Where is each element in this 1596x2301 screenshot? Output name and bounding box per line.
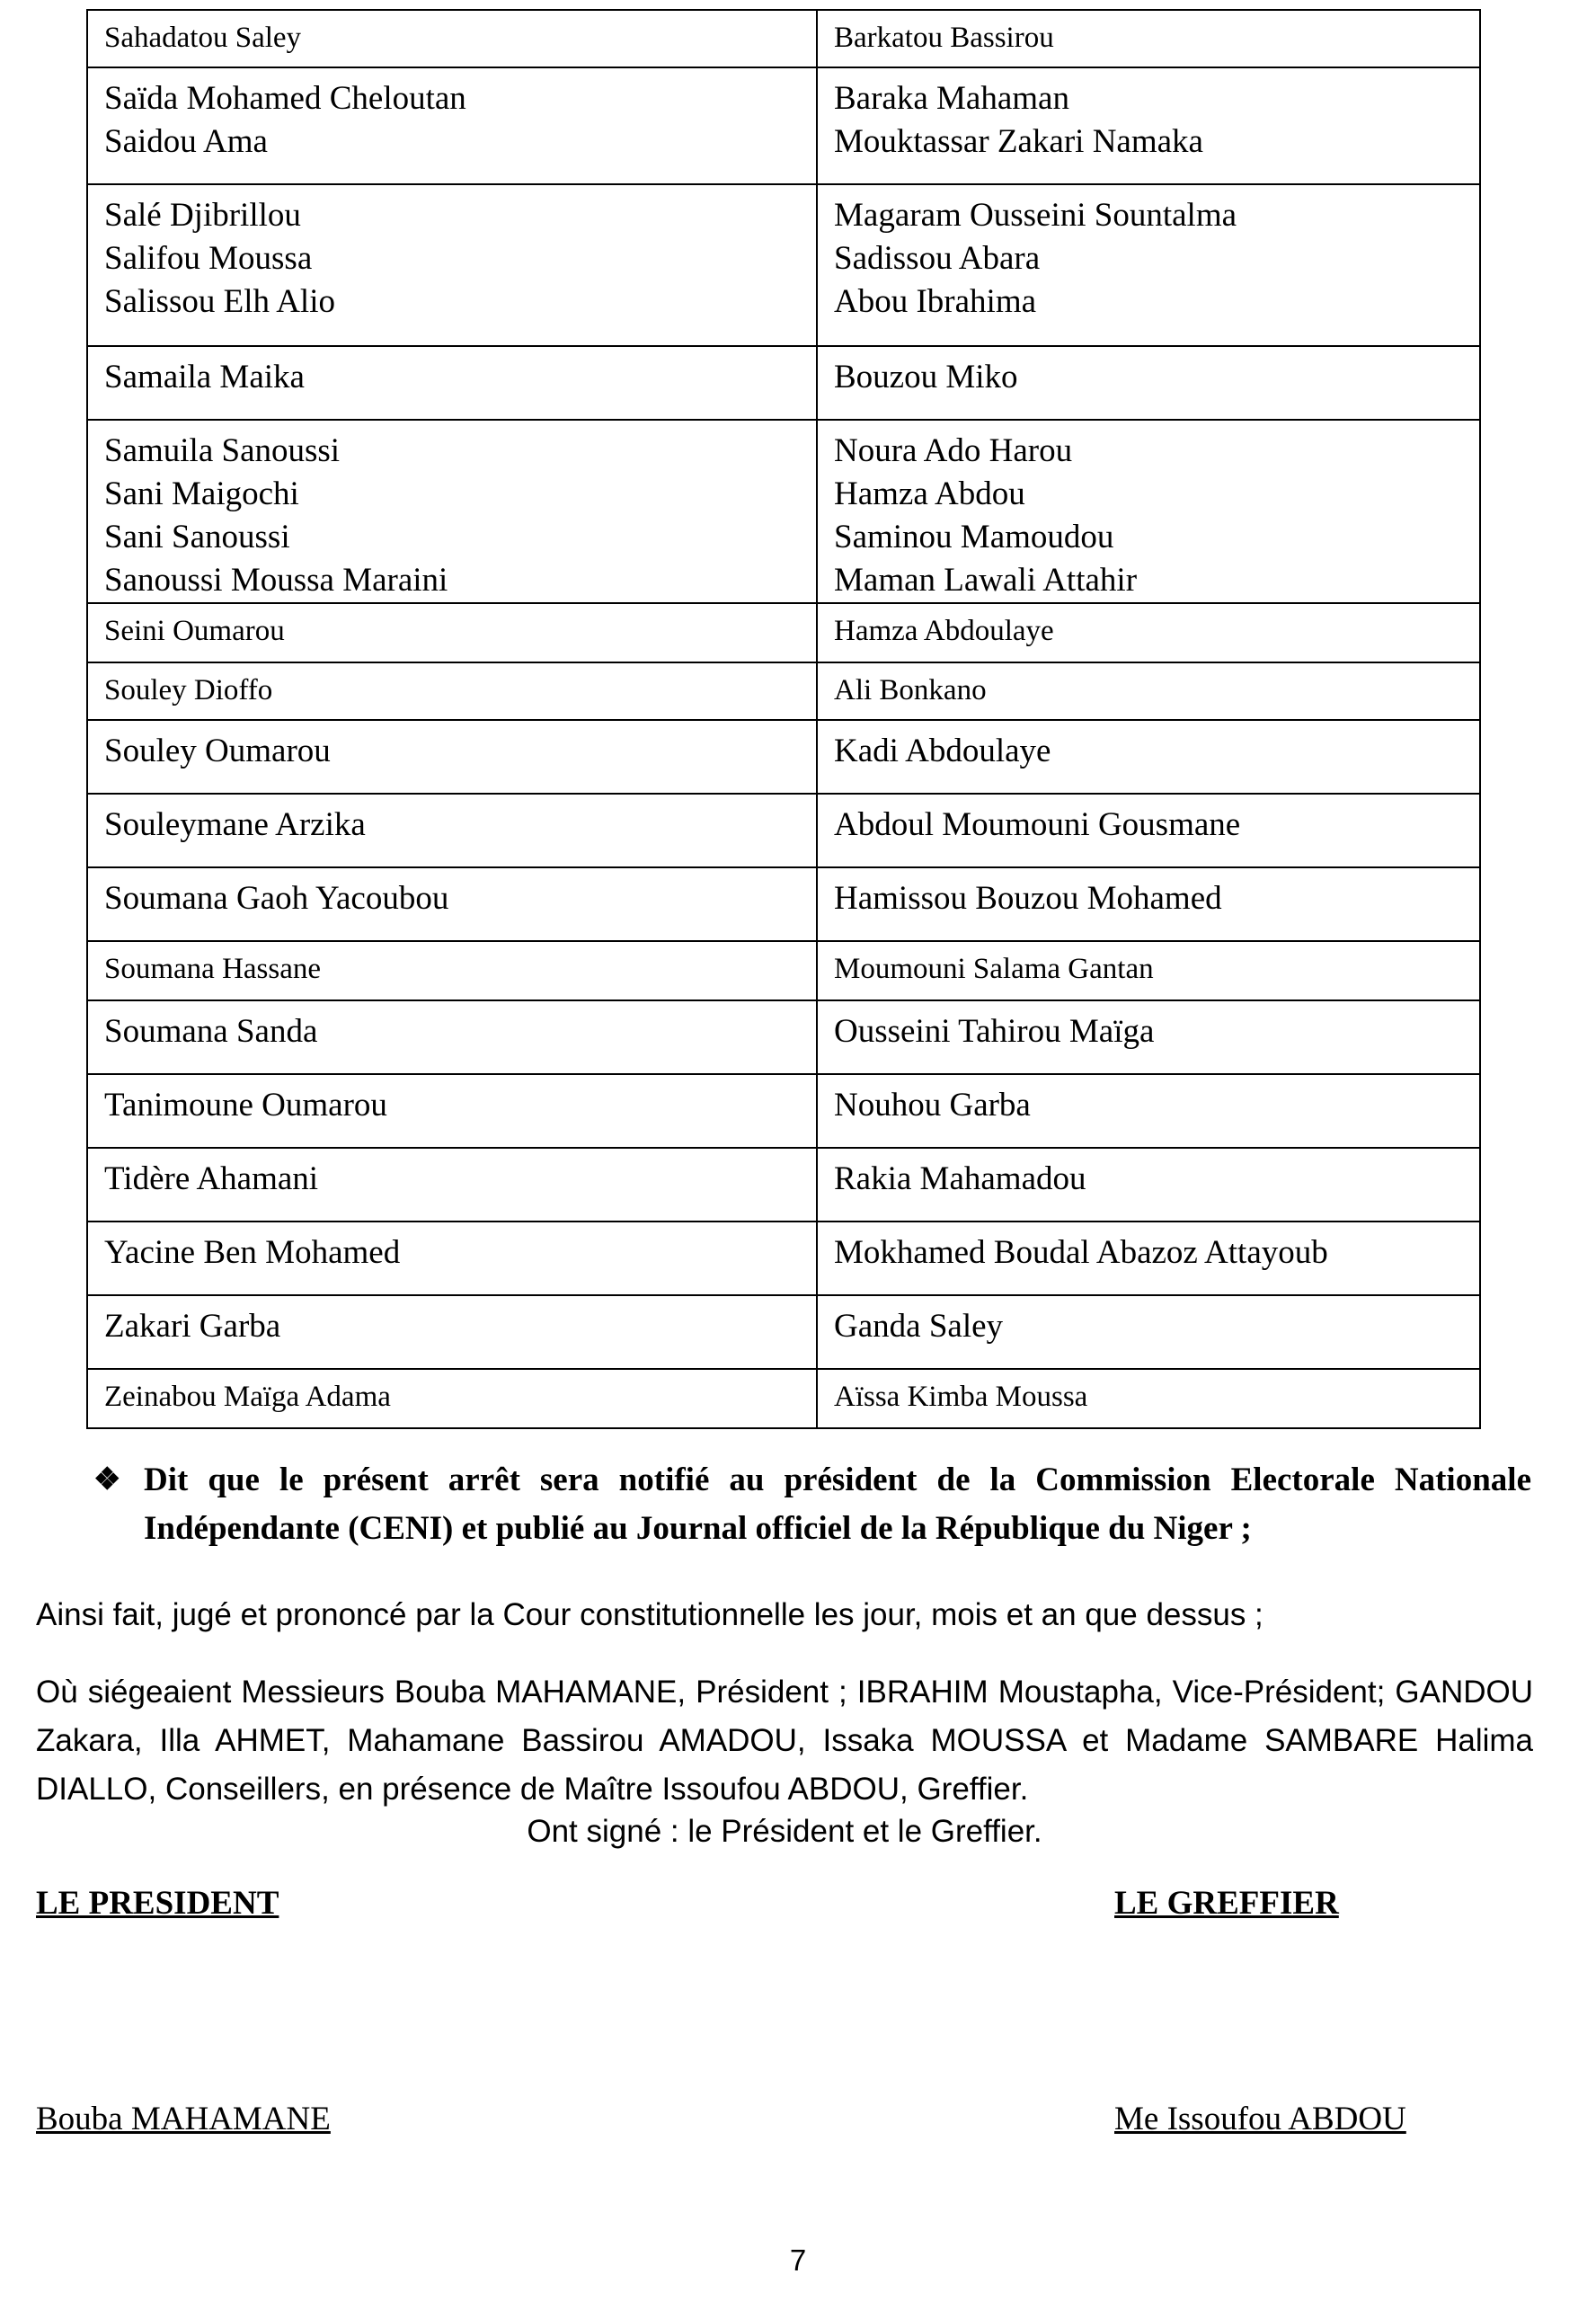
- person-name: Souley Oumarou: [104, 733, 331, 769]
- president-title: LE PRESIDENT: [36, 1885, 279, 1922]
- table-cell-left: [87, 346, 817, 420]
- table-cell-left: [87, 1295, 817, 1369]
- person-name: Baraka Mahaman: [834, 80, 1069, 117]
- table-cell-right: [817, 1148, 1480, 1222]
- person-name: Salifou Moussa: [104, 240, 313, 277]
- person-name: Saidou Ama: [104, 123, 268, 160]
- table-cell-left: [87, 67, 817, 184]
- ainsi-paragraph: Ainsi fait, jugé et prononcé par la Cour constitutionnelle les jour, mois et an que dessus ;: [36, 1597, 1264, 1632]
- person-name: Aïssa Kimba Moussa: [834, 1381, 1088, 1413]
- table-row: [87, 1000, 1480, 1074]
- person-name: Salissou Elh Alio: [104, 283, 335, 320]
- person-name: Zakari Garba: [104, 1308, 281, 1345]
- person-name: Noura Ado Harou: [834, 432, 1073, 469]
- table-row: [87, 184, 1480, 346]
- table-cell-right: [817, 1295, 1480, 1369]
- person-name: Mouktassar Zakari Namaka: [834, 123, 1203, 160]
- table-row: [87, 662, 1480, 720]
- table-cell-left: [87, 603, 817, 662]
- table-cell-left: [87, 1222, 817, 1295]
- greffier-title: LE GREFFIER: [1114, 1885, 1339, 1922]
- person-name: Abdoul Moumouni Gousmane: [834, 806, 1241, 843]
- person-name: Sadissou Abara: [834, 240, 1041, 277]
- table-row: [87, 10, 1480, 67]
- person-name: Seini Oumarou: [104, 615, 285, 647]
- table-cell-right: [817, 1074, 1480, 1148]
- person-name: Souley Dioffo: [104, 674, 273, 706]
- table-cell-right: [817, 603, 1480, 662]
- person-name: Soumana Gaoh Yacoubou: [104, 880, 449, 917]
- person-name: Zeinabou Maïga Adama: [104, 1381, 391, 1413]
- table-cell-right: [817, 1369, 1480, 1428]
- person-name: Moumouni Salama Gantan: [834, 953, 1154, 985]
- person-name: Barkatou Bassirou: [834, 22, 1054, 54]
- person-name: Soumana Sanda: [104, 1013, 318, 1050]
- table-row: [87, 346, 1480, 420]
- page-number: 7: [789, 2243, 807, 2277]
- table-row: [87, 603, 1480, 662]
- person-name: Samaila Maika: [104, 359, 305, 395]
- person-name: Saïda Mohamed Cheloutan: [104, 80, 466, 117]
- person-name: Yacine Ben Mohamed: [104, 1234, 401, 1271]
- signed-line: Ont signé : le Président et le Greffier.: [527, 1814, 1042, 1849]
- table-cell-left: [87, 794, 817, 867]
- table-row: [87, 1074, 1480, 1148]
- table-row: [87, 1369, 1480, 1428]
- table-cell-right: [817, 10, 1480, 67]
- person-name: Saminou Mamoudou: [834, 519, 1114, 555]
- table-row: [87, 67, 1480, 184]
- greffier-name: Me Issoufou ABDOU: [1114, 2101, 1406, 2137]
- table-cell-left: [87, 1000, 817, 1074]
- table-row: [87, 420, 1480, 603]
- person-name: Samuila Sanoussi: [104, 432, 341, 469]
- person-name: Mokhamed Boudal Abazoz Attayoub: [834, 1234, 1328, 1271]
- table-cell-left: [87, 1369, 817, 1428]
- person-name: Sani Sanoussi: [104, 519, 290, 555]
- person-name: Sahadatou Saley: [104, 22, 302, 54]
- table-cell-right: [817, 420, 1480, 603]
- person-name: Soumana Hassane: [104, 953, 322, 985]
- table-cell-left: [87, 867, 817, 941]
- names-table: [86, 9, 1481, 1429]
- person-name: Bouzou Miko: [834, 359, 1018, 395]
- person-name: Hamza Abdou: [834, 475, 1025, 512]
- president-name: Bouba MAHAMANE: [36, 2101, 331, 2137]
- table-cell-right: [817, 346, 1480, 420]
- table-row: [87, 941, 1480, 1000]
- decision-item: [93, 1456, 1531, 1553]
- table-cell-right: [817, 941, 1480, 1000]
- table-cell-left: [87, 662, 817, 720]
- person-name: Ali Bonkano: [834, 674, 987, 706]
- decision-text: Dit que le présent arrêt sera notifié au président de la Commission Electorale Nationale Indépendante (CENI) et publié au Journal officiel de la République du Niger ;: [144, 1461, 1531, 1547]
- person-name: Salé Djibrillou: [104, 197, 301, 234]
- person-name: Rakia Mahamadou: [834, 1160, 1086, 1197]
- table-row: [87, 720, 1480, 794]
- person-name: Nouhou Garba: [834, 1087, 1031, 1124]
- person-name: Ganda Saley: [834, 1308, 1004, 1345]
- person-name: Tidère Ahamani: [104, 1160, 319, 1197]
- table-cell-right: [817, 720, 1480, 794]
- person-name: Abou Ibrahima: [834, 283, 1037, 320]
- table-cell-right: [817, 867, 1480, 941]
- person-name: Magaram Ousseini Sountalma: [834, 197, 1237, 234]
- person-name: Ousseini Tahirou Maïga: [834, 1013, 1155, 1050]
- table-cell-right: [817, 67, 1480, 184]
- table-cell-right: [817, 662, 1480, 720]
- table-cell-right: [817, 184, 1480, 346]
- person-name: Tanimoune Oumarou: [104, 1087, 387, 1124]
- table-cell-left: [87, 941, 817, 1000]
- person-name: Souleymane Arzika: [104, 806, 366, 843]
- names-table-body: [87, 10, 1480, 1428]
- table-cell-left: [87, 1148, 817, 1222]
- person-name: Maman Lawali Attahir: [834, 562, 1138, 599]
- table-row: [87, 794, 1480, 867]
- table-cell-right: [817, 1000, 1480, 1074]
- table-cell-left: [87, 1074, 817, 1148]
- person-name: Hamissou Bouzou Mohamed: [834, 880, 1222, 917]
- table-cell-right: [817, 794, 1480, 867]
- person-name: Sani Maigochi: [104, 475, 299, 512]
- siege-paragraph: Où siégeaient Messieurs Bouba MAHAMANE, Président ; IBRAHIM Moustapha, Vice-Président; GANDOU Zakara, Illa AHMET, Mahamane Bassirou AMADOU, Issaka MOUSSA et Madame SAMBARE Halima DIALLO, Conseillers, en présence de Maître Issoufou ABDOU, Greffier.: [36, 1675, 1533, 1807]
- table-row: [87, 1295, 1480, 1369]
- table-row: [87, 1148, 1480, 1222]
- table-cell-right: [817, 1222, 1480, 1295]
- table-cell-left: [87, 720, 817, 794]
- person-name: Sanoussi Moussa Maraini: [104, 562, 448, 599]
- table-cell-left: [87, 420, 817, 603]
- person-name: Hamza Abdoulaye: [834, 615, 1054, 647]
- person-name: Kadi Abdoulaye: [834, 733, 1051, 769]
- table-row: [87, 867, 1480, 941]
- table-cell-left: [87, 10, 817, 67]
- table-cell-left: [87, 184, 817, 346]
- bullet-icon: ❖: [93, 1463, 121, 1497]
- table-row: [87, 1222, 1480, 1295]
